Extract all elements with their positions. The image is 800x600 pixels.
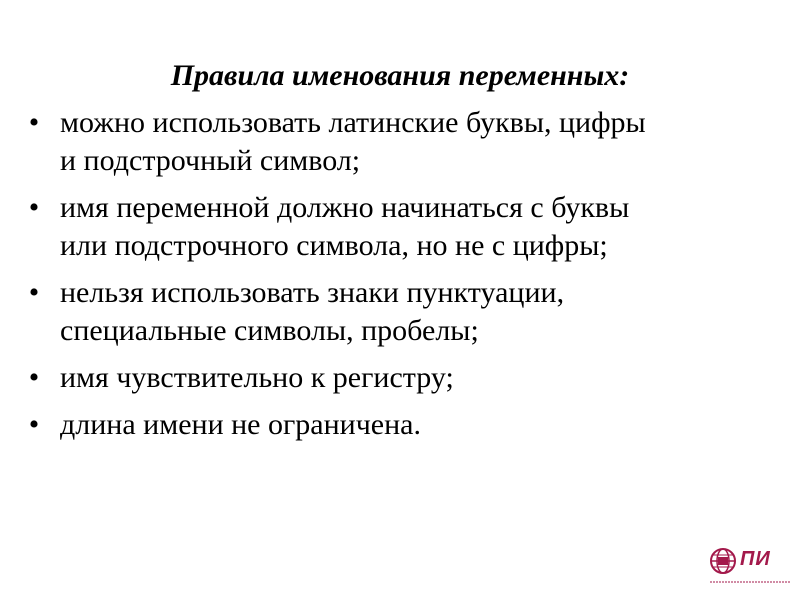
bullet-icon: • — [28, 106, 40, 139]
bullet-icon: • — [28, 191, 40, 224]
bullet-text-line: нельзя использовать знаки пунктуации, — [60, 276, 565, 309]
bullet-item — [24, 104, 784, 180]
bullet-list — [24, 104, 784, 453]
bullet-text-line: специальные символы, пробелы; — [60, 314, 479, 347]
bullet-text-line: длина имени не ограничена. — [60, 408, 421, 441]
bullet-item — [24, 274, 784, 350]
bullet-item — [24, 406, 784, 444]
slide-title: Правила именования переменных: — [170, 59, 630, 92]
bullet-text-line: имя переменной должно начинаться с буквы — [60, 191, 630, 224]
bullet-text-line: можно использовать латинские буквы, цифры — [60, 106, 646, 139]
bullet-item — [24, 189, 784, 265]
bullet-icon: • — [28, 276, 40, 309]
globe-logo-icon — [708, 546, 738, 576]
bullet-icon: • — [28, 361, 40, 394]
bullet-text-line: и подстрочный символ; — [60, 144, 361, 177]
logo-caption-line — [708, 580, 792, 584]
bullet-text-line: имя чувствительно к регистру; — [60, 361, 454, 394]
logo-text: ПИ — [740, 548, 771, 570]
institute-logo — [708, 544, 792, 592]
bullet-icon: • — [28, 408, 40, 441]
bullet-item — [24, 359, 784, 397]
bullet-text-line: или подстрочного символа, но не с цифры; — [60, 229, 608, 262]
